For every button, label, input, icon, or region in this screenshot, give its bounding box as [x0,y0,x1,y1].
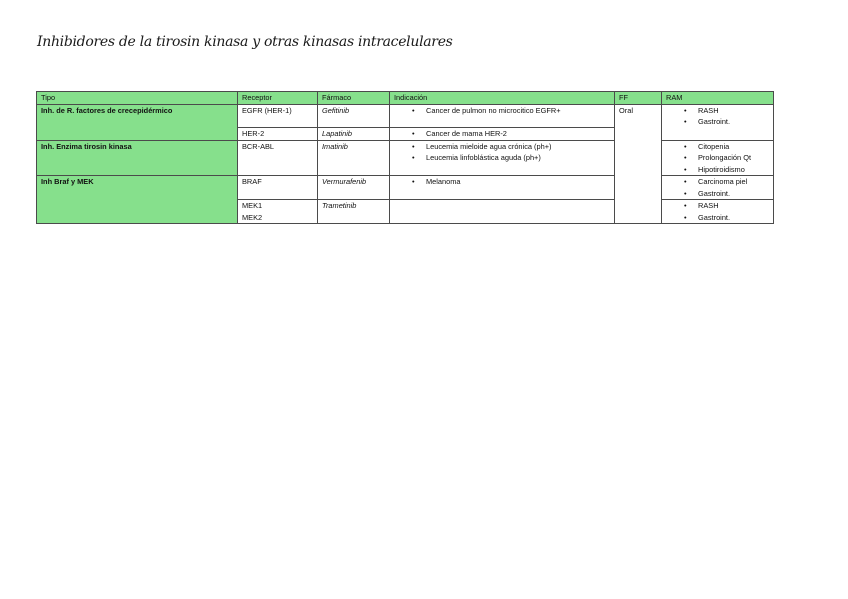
list-item: • Prolongación Qt [684,152,769,164]
list-item: • Leucemia mieloide agua crónica (ph+) [412,141,610,153]
ram-list [666,105,769,128]
ram-list [666,200,769,223]
header-farmaco: Fármaco [318,92,390,105]
cell-farmaco: Lapatinib [318,128,390,141]
cell-ram [662,104,774,140]
ram-list [666,141,769,176]
cell-receptor: EGFR (HER-1) [238,104,318,128]
indicacion-list [394,141,610,164]
table-header-row [37,92,774,105]
header-ram: RAM [662,92,774,105]
cell-farmaco: Trametinib [318,200,390,224]
cell-ram [662,176,774,200]
cell-indicacion [390,128,615,141]
kinase-inhibitors-table [36,91,774,224]
cell-ff: Oral [615,104,662,224]
cell-indicacion [390,176,615,200]
cell-receptor: BCR-ABL [238,140,318,176]
table-row [37,176,774,200]
cell-receptor: BRAF [238,176,318,200]
list-item: • RASH [684,105,769,117]
cell-ram [662,200,774,224]
cell-farmaco: Imatinib [318,140,390,176]
table-row [37,104,774,128]
cell-tipo: Inh Braf y MEK [37,176,238,224]
cell-indicacion [390,200,615,224]
header-indicacion: Indicación [390,92,615,105]
list-item: • Carcinoma piel [684,176,769,188]
list-item: • Melanoma [412,176,610,188]
indicacion-list [394,105,610,117]
cell-tipo: Inh. de R. factores de crecepidérmico [37,104,238,140]
indicacion-list [394,176,610,188]
list-item: • Gastroint. [684,212,769,224]
table-row [37,140,774,176]
page-title: Inhibidores de la tirosin kinasa y otras kinasas intracelulares [37,34,453,50]
list-item: • Cancer de pulmon no microcitico EGFR+ [412,105,610,117]
list-item: • Gastroint. [684,188,769,200]
indicacion-list [394,128,610,140]
cell-farmaco: Gefitinib [318,104,390,128]
header-tipo: Tipo [37,92,238,105]
cell-indicacion [390,104,615,128]
cell-ram [662,140,774,176]
list-item: • Citopenia [684,141,769,153]
cell-farmaco: Vermurafenib [318,176,390,200]
receptor-line: MEK1 [242,201,263,210]
receptor-line: MEK2 [242,212,263,222]
header-receptor: Receptor [238,92,318,105]
cell-receptor: HER-2 [238,128,318,141]
list-item: • Leucemia linfoblástica aguda (ph+) [412,152,610,164]
list-item: • Gastroint. [684,116,769,128]
list-item: • RASH [684,200,769,212]
header-ff: FF [615,92,662,105]
cell-receptor [238,200,318,224]
cell-indicacion [390,140,615,176]
ram-list [666,176,769,199]
list-item: • Hipotiroidismo [684,164,769,176]
cell-tipo: Inh. Enzima tirosin kinasa [37,140,238,176]
list-item: • Cancer de mama HER-2 [412,128,610,140]
